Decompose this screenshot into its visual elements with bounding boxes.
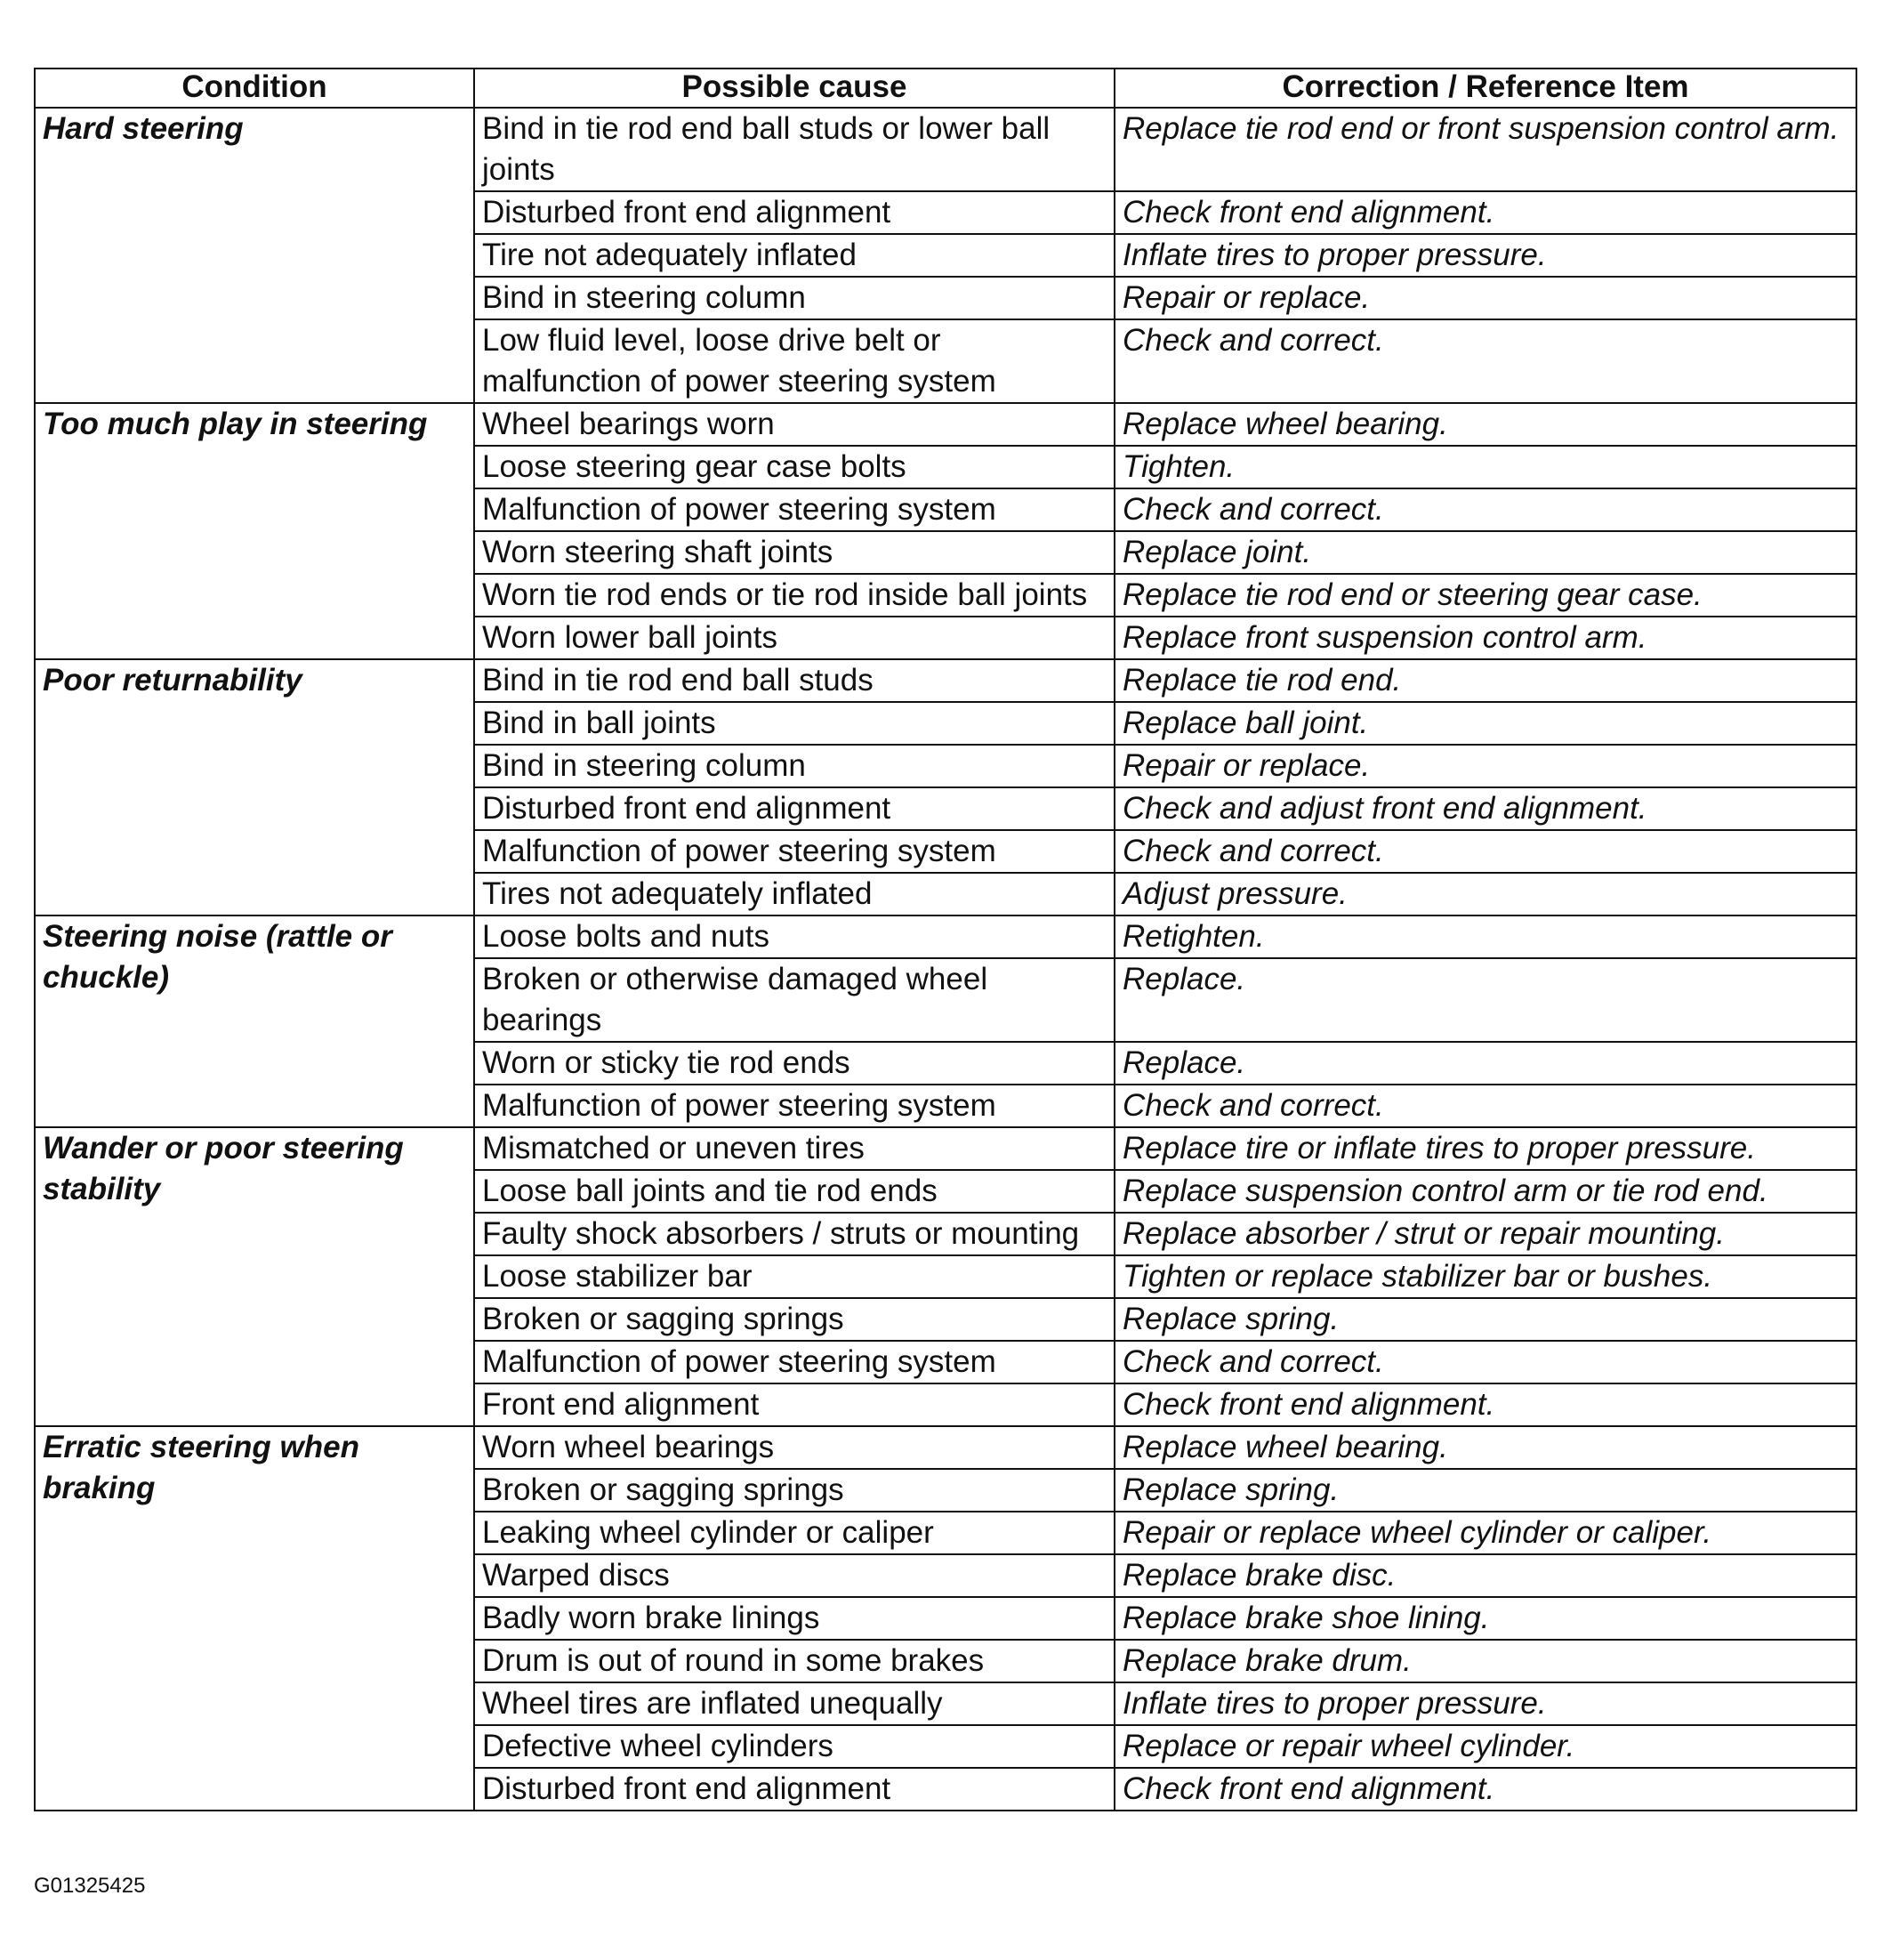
correction-cell: Check front end alignment.: [1115, 191, 1856, 234]
cause-cell: Disturbed front end alignment: [474, 191, 1115, 234]
correction-cell: Check and correct.: [1115, 1085, 1856, 1127]
correction-cell: Replace ball joint.: [1115, 702, 1856, 745]
correction-cell: Replace wheel bearing.: [1115, 403, 1856, 446]
cause-cell: Broken or otherwise damaged wheel bearings: [474, 958, 1115, 1042]
correction-cell: Check and adjust front end alignment.: [1115, 787, 1856, 830]
header-condition: Condition: [35, 69, 474, 108]
condition-cell: Erratic steering when braking: [35, 1426, 474, 1811]
correction-cell: Replace tie rod end.: [1115, 659, 1856, 702]
correction-cell: Check front end alignment.: [1115, 1383, 1856, 1426]
cause-cell: Broken or sagging springs: [474, 1469, 1115, 1512]
cause-cell: Disturbed front end alignment: [474, 787, 1115, 830]
correction-cell: Retighten.: [1115, 915, 1856, 958]
condition-cell: Wander or poor steering stability: [35, 1127, 474, 1426]
correction-cell: Repair or replace.: [1115, 745, 1856, 787]
cause-cell: Worn steering shaft joints: [474, 531, 1115, 574]
cause-cell: Badly worn brake linings: [474, 1597, 1115, 1640]
condition-cell: Poor returnability: [35, 659, 474, 915]
correction-cell: Replace tie rod end or front suspension control arm.: [1115, 108, 1856, 191]
correction-cell: Replace tire or inflate tires to proper pressure.: [1115, 1127, 1856, 1170]
correction-cell: Replace joint.: [1115, 531, 1856, 574]
cause-cell: Malfunction of power steering system: [474, 488, 1115, 531]
cause-cell: Front end alignment: [474, 1383, 1115, 1426]
cause-cell: Low fluid level, loose drive belt or malfunction of power steering system: [474, 319, 1115, 403]
correction-cell: Replace brake disc.: [1115, 1554, 1856, 1597]
cause-cell: Warped discs: [474, 1554, 1115, 1597]
cause-cell: Worn tie rod ends or tie rod inside ball joints: [474, 574, 1115, 617]
cause-cell: Disturbed front end alignment: [474, 1768, 1115, 1811]
correction-cell: Replace wheel bearing.: [1115, 1426, 1856, 1469]
correction-cell: Check and correct.: [1115, 319, 1856, 403]
correction-cell: Replace brake drum.: [1115, 1640, 1856, 1682]
cause-cell: Bind in ball joints: [474, 702, 1115, 745]
correction-cell: Replace spring.: [1115, 1298, 1856, 1341]
correction-cell: Check and correct.: [1115, 830, 1856, 873]
cause-cell: Worn lower ball joints: [474, 617, 1115, 659]
condition-cell: Too much play in steering: [35, 403, 474, 659]
correction-cell: Tighten or replace stabilizer bar or bushes.: [1115, 1255, 1856, 1298]
table-row: [35, 403, 1856, 446]
correction-cell: Replace tie rod end or steering gear case.: [1115, 574, 1856, 617]
cause-cell: Drum is out of round in some brakes: [474, 1640, 1115, 1682]
cause-cell: Wheel tires are inflated unequally: [474, 1682, 1115, 1725]
cause-cell: Bind in tie rod end ball studs: [474, 659, 1115, 702]
cause-cell: Wheel bearings worn: [474, 403, 1115, 446]
cause-cell: Malfunction of power steering system: [474, 1085, 1115, 1127]
correction-cell: Check front end alignment.: [1115, 1768, 1856, 1811]
cause-cell: Leaking wheel cylinder or caliper: [474, 1512, 1115, 1554]
correction-cell: Inflate tires to proper pressure.: [1115, 234, 1856, 277]
correction-cell: Replace.: [1115, 1042, 1856, 1085]
condition-cell: Steering noise (rattle or chuckle): [35, 915, 474, 1127]
table-row: [35, 915, 1856, 958]
header-correction: Correction / Reference Item: [1115, 69, 1856, 108]
cause-cell: Tire not adequately inflated: [474, 234, 1115, 277]
correction-cell: Repair or replace wheel cylinder or caliper.: [1115, 1512, 1856, 1554]
table-row: [35, 659, 1856, 702]
header-possible-cause: Possible cause: [474, 69, 1115, 108]
cause-cell: Malfunction of power steering system: [474, 1341, 1115, 1383]
cause-cell: Defective wheel cylinders: [474, 1725, 1115, 1768]
correction-cell: Repair or replace.: [1115, 277, 1856, 319]
cause-cell: Worn wheel bearings: [474, 1426, 1115, 1469]
table-header-row: [35, 69, 1856, 108]
correction-cell: Tighten.: [1115, 446, 1856, 488]
cause-cell: Loose ball joints and tie rod ends: [474, 1170, 1115, 1213]
condition-cell: Hard steering: [35, 108, 474, 403]
correction-cell: Replace absorber / strut or repair mounting.: [1115, 1213, 1856, 1255]
cause-cell: Tires not adequately inflated: [474, 873, 1115, 915]
troubleshooting-table: [34, 68, 1857, 1811]
table-row: [35, 108, 1856, 191]
cause-cell: Faulty shock absorbers / struts or mounting: [474, 1213, 1115, 1255]
cause-cell: Loose stabilizer bar: [474, 1255, 1115, 1298]
correction-cell: Replace or repair wheel cylinder.: [1115, 1725, 1856, 1768]
table-row: [35, 1426, 1856, 1469]
table-body: [35, 108, 1856, 1811]
table-row: [35, 1127, 1856, 1170]
cause-cell: Malfunction of power steering system: [474, 830, 1115, 873]
correction-cell: Replace front suspension control arm.: [1115, 617, 1856, 659]
correction-cell: Replace spring.: [1115, 1469, 1856, 1512]
cause-cell: Broken or sagging springs: [474, 1298, 1115, 1341]
correction-cell: Check and correct.: [1115, 488, 1856, 531]
correction-cell: Adjust pressure.: [1115, 873, 1856, 915]
cause-cell: Bind in steering column: [474, 745, 1115, 787]
correction-cell: Replace brake shoe lining.: [1115, 1597, 1856, 1640]
cause-cell: Bind in steering column: [474, 277, 1115, 319]
correction-cell: Replace.: [1115, 958, 1856, 1042]
correction-cell: Replace suspension control arm or tie rod end.: [1115, 1170, 1856, 1213]
cause-cell: Loose bolts and nuts: [474, 915, 1115, 958]
figure-id: G01325425: [34, 1874, 146, 1898]
cause-cell: Bind in tie rod end ball studs or lower ball joints: [474, 108, 1115, 191]
cause-cell: Mismatched or uneven tires: [474, 1127, 1115, 1170]
correction-cell: Check and correct.: [1115, 1341, 1856, 1383]
cause-cell: Worn or sticky tie rod ends: [474, 1042, 1115, 1085]
correction-cell: Inflate tires to proper pressure.: [1115, 1682, 1856, 1725]
cause-cell: Loose steering gear case bolts: [474, 446, 1115, 488]
